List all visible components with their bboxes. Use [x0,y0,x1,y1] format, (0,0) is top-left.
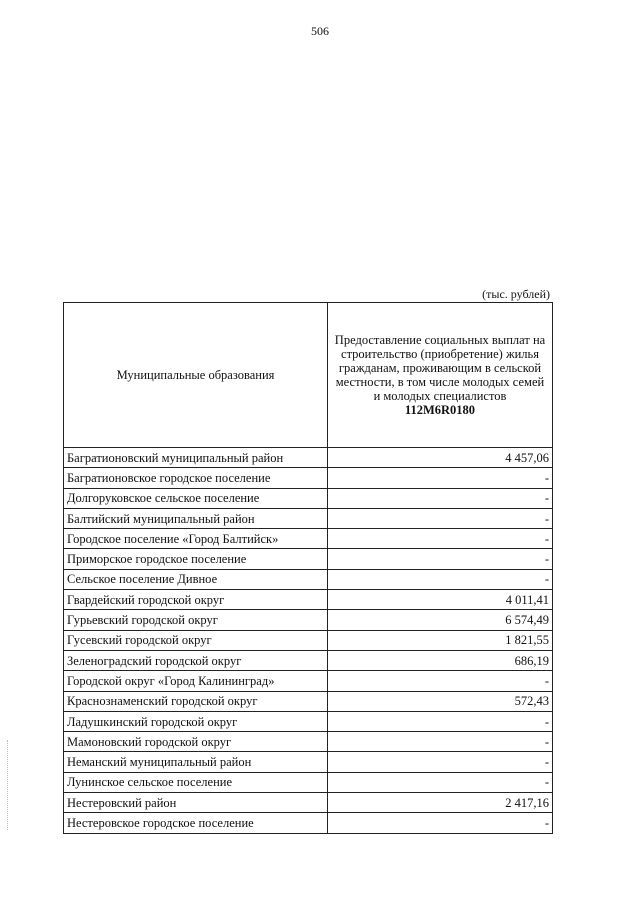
payment-value: - [328,488,553,508]
payment-value: - [328,569,553,589]
page-number: 506 [311,24,329,38]
municipality-name: Городской округ «Город Калининград» [64,671,328,691]
table-row [64,508,553,528]
municipality-name: Долгоруковское сельское поселение [64,488,328,508]
budget-table [63,302,553,834]
table-row [64,549,553,569]
municipality-name: Гусевский городской округ [64,630,328,650]
payment-value: - [328,772,553,792]
municipality-name: Краснознаменский городской округ [64,691,328,711]
table-row [64,813,553,833]
table-row [64,691,553,711]
municipality-name: Нестеровский район [64,793,328,813]
table-row [64,569,553,589]
municipality-name: Багратионовское городское поселение [64,468,328,488]
table-row [64,650,553,670]
municipality-name: Лунинское сельское поселение [64,772,328,792]
header-municipalities: Муниципальные образования [64,303,328,448]
municipality-name: Нестеровское городское поселение [64,813,328,833]
payment-value: - [328,508,553,528]
municipality-name: Сельское поселение Дивное [64,569,328,589]
payment-value: - [328,752,553,772]
table-row [64,732,553,752]
table-row [64,590,553,610]
payment-value: 4 457,06 [328,448,553,468]
table-header-row [64,303,553,448]
table-row [64,529,553,549]
table-row [64,448,553,468]
municipality-name: Неманский муниципальный район [64,752,328,772]
payment-value: 6 574,49 [328,610,553,630]
units-label: (тыс. рублей) [482,287,550,301]
table-row [64,711,553,731]
payment-value: 572,43 [328,691,553,711]
payment-value: - [328,813,553,833]
payment-value: - [328,671,553,691]
table-row [64,752,553,772]
header-budget-code: 112M6R0180 [404,403,476,417]
header-social-payments-text: Предоставление социальных выплат на строительство (приобретение) жилья гражданам, проживающим в сельской местности, в том числе молодых семей и молодых специалистов [334,333,546,403]
municipality-name: Гвардейский городской округ [64,590,328,610]
table-row [64,793,553,813]
table-row [64,488,553,508]
municipality-name: Гурьевский городской округ [64,610,328,630]
municipality-name: Зеленоградский городской округ [64,650,328,670]
payment-value: 2 417,16 [328,793,553,813]
table-row [64,671,553,691]
municipality-name: Городское поселение «Город Балтийск» [64,529,328,549]
table-row [64,772,553,792]
payment-value: 1 821,55 [328,630,553,650]
table-body [64,448,553,834]
table-row [64,610,553,630]
payment-value: - [328,549,553,569]
payment-value: 686,19 [328,650,553,670]
table-row [64,630,553,650]
municipality-name: Приморское городское поселение [64,549,328,569]
municipality-name: Мамоновский городской округ [64,732,328,752]
payment-value: - [328,732,553,752]
municipality-name: Балтийский муниципальный район [64,508,328,528]
scan-edge-mark [7,740,9,830]
payment-value: - [328,711,553,731]
payment-value: 4 011,41 [328,590,553,610]
header-social-payments [328,303,553,448]
payment-value: - [328,529,553,549]
municipality-name: Багратионовский муниципальный район [64,448,328,468]
table-row [64,468,553,488]
municipality-name: Ладушкинский городской округ [64,711,328,731]
payment-value: - [328,468,553,488]
